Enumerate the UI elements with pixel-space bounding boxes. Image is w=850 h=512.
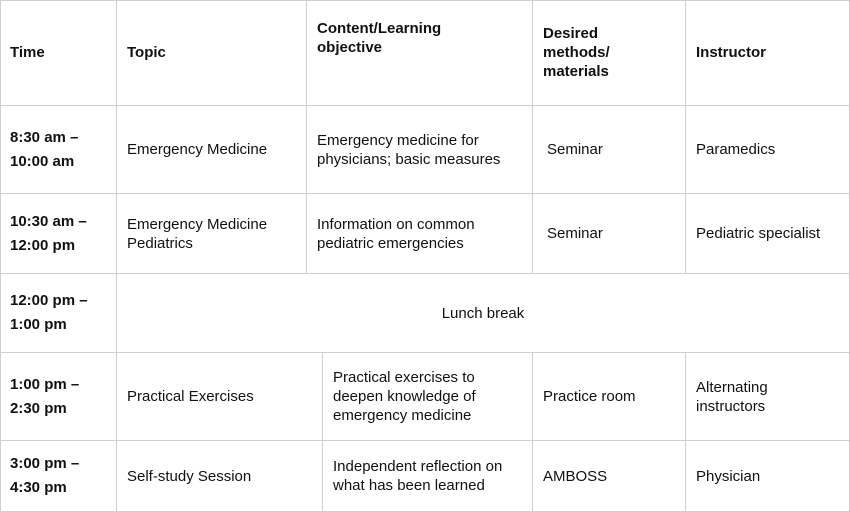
table-row-methods: Seminar [533,194,686,274]
table-row-instructor: Paramedics [686,106,850,194]
table-row-methods: Seminar [533,106,686,194]
table-row-time: 3:00 pm – 4:30 pm [0,441,117,512]
table-row-topic: Practical Exercises [117,353,323,441]
header-instructor: Instructor [686,0,850,106]
header-topic: Topic [117,0,307,106]
table-row-instructor: Physician [686,441,850,512]
table-row-methods: Practice room [533,353,686,441]
header-content: Content/Learning objective [307,0,533,106]
header-methods: Desired methods/ materials [533,0,686,106]
table-row-time: 10:30 am – 12:00 pm [0,194,117,274]
lunch-break-cell: Lunch break [117,274,850,353]
table-row-content: Information on common pediatric emergencies [307,194,533,274]
table-row-time: 12:00 pm – 1:00 pm [0,274,117,353]
table-row-topic: Self-study Session [117,441,323,512]
table-row-topic: Emergency Medicine [117,106,307,194]
table-row-methods: AMBOSS [533,441,686,512]
table-row-time: 8:30 am – 10:00 am [0,106,117,194]
header-time: Time [0,0,117,106]
table-row-topic: Emergency Medicine Pediatrics [117,194,307,274]
table-row-content: Practical exercises to deepen knowledge of emergency medicine [323,353,533,441]
table-row-time: 1:00 pm – 2:30 pm [0,353,117,441]
table-row-content: Emergency medicine for physicians; basic measures [307,106,533,194]
table-row-content: Independent reflection on what has been learned [323,441,533,512]
table-row-instructor: Alternating instructors [686,353,850,441]
table-row-instructor: Pediatric specialist [686,194,850,274]
